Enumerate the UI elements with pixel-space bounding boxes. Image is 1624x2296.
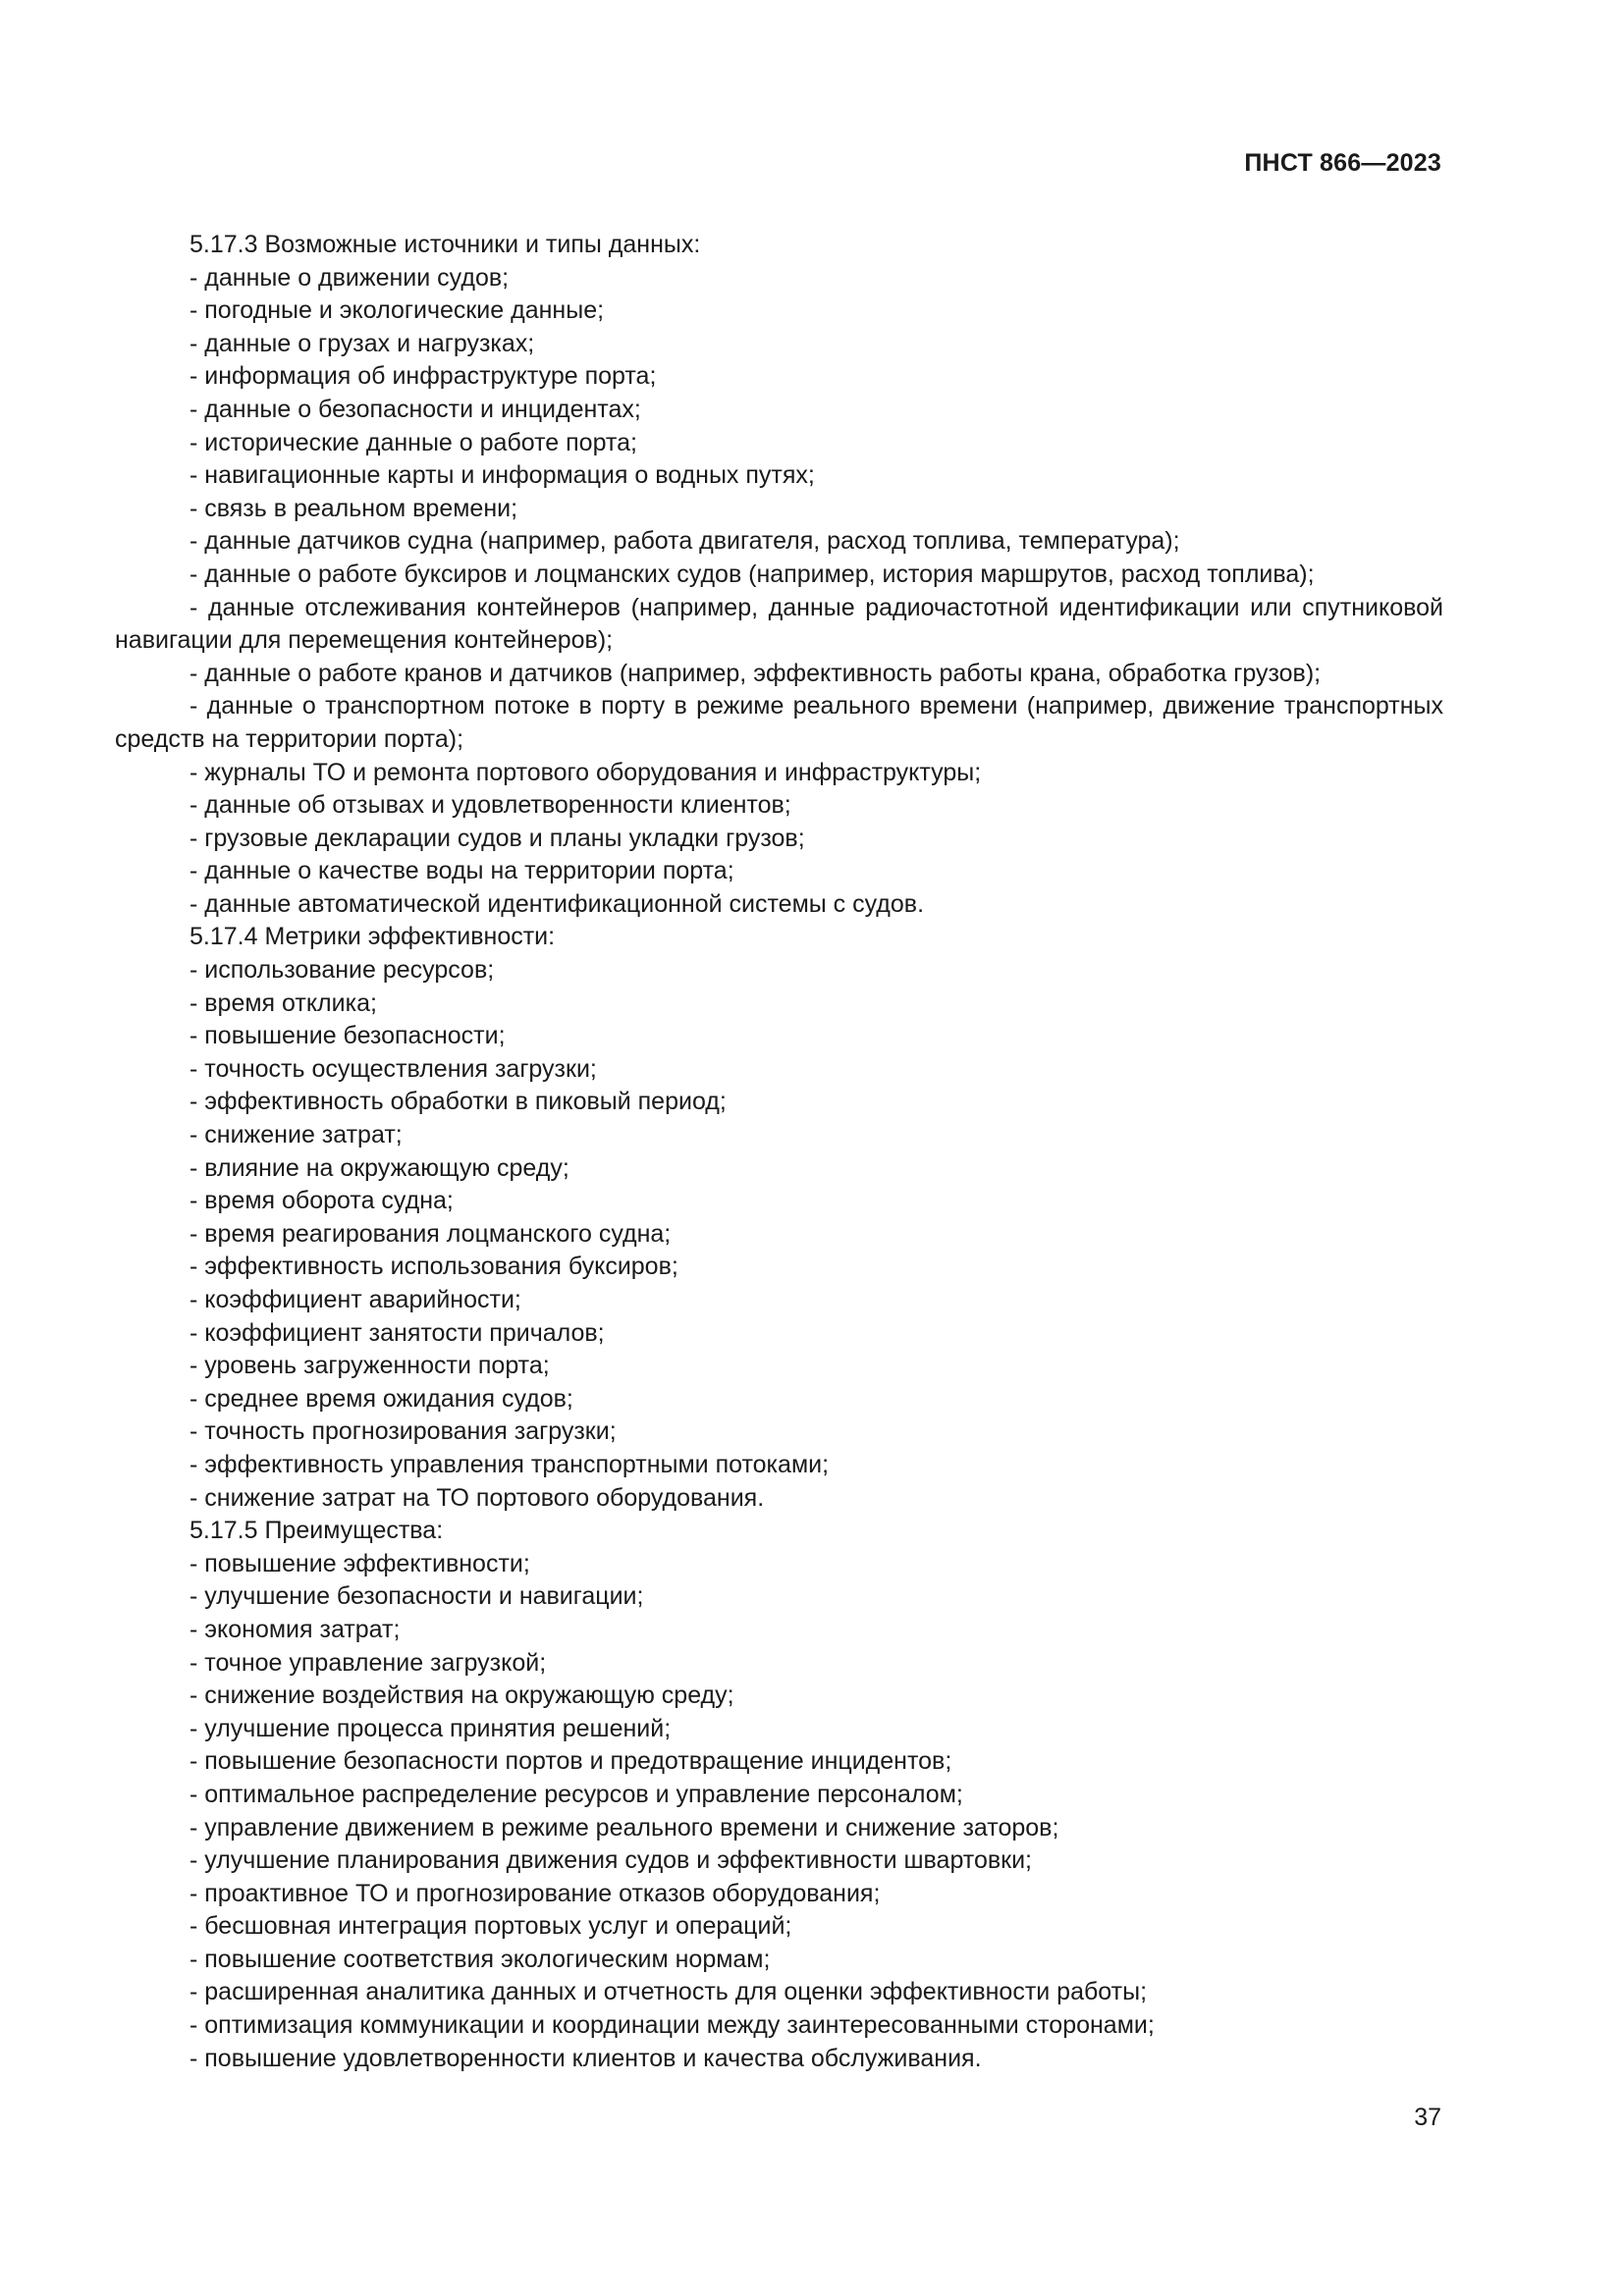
section-heading: 5.17.3 Возможные источники и типы данных: — [189, 231, 701, 258]
list-item: - экономия затрат; — [189, 1615, 401, 1643]
list-item: - точность осуществления загрузки; — [189, 1054, 597, 1083]
list-item: - улучшение процесса принятия решений; — [189, 1714, 672, 1742]
list-item: - связь в реальном времени; — [189, 494, 518, 522]
list-item: - повышение безопасности; — [189, 1022, 506, 1050]
list-item: - данные о грузах и нагрузках; — [189, 329, 535, 357]
list-item: - коэффициент занятости причалов; — [189, 1318, 605, 1347]
list-item: - эффективность использования буксиров; — [189, 1253, 678, 1281]
list-item: - данные о транспортном потоке в порту в режиме реального времени (например, движение транспортных средств на территории порта); — [115, 692, 1443, 753]
list-item: - повышение удовлетворенности клиентов и качества обслуживания. — [189, 2044, 982, 2072]
list-item: - данные о работе буксиров и лоцманских судов (например, история маршрутов, расход топлива); — [189, 560, 1315, 588]
list-item: - управление движением в режиме реального времени и снижение заторов; — [189, 1813, 1059, 1842]
list-item: - исторические данные о работе порта; — [189, 428, 637, 456]
list-item: - оптимальное распределение ресурсов и управление персоналом; — [189, 1780, 963, 1808]
list-item: - данные отслеживания контейнеров (например, данные радиочастотной идентификации или спутниковой навигации для перемещения контейнеров); — [115, 593, 1443, 655]
list-item: - точное управление загрузкой; — [189, 1648, 547, 1677]
list-item: - повышение эффективности; — [189, 1549, 530, 1577]
list-item: - информация об инфраструктуре порта; — [189, 362, 657, 391]
list-item: - данные о движении судов; — [189, 263, 510, 292]
list-item: - грузовые декларации судов и планы укладки грузов; — [189, 824, 805, 852]
list-item: - данные об отзывах и удовлетворенности клиентов; — [189, 791, 791, 820]
list-item: - данные датчиков судна (например, работа двигателя, расход топлива, температура); — [189, 527, 1180, 556]
list-item: - журналы ТО и ремонта портового оборудования и инфраструктуры; — [189, 758, 982, 786]
list-item: - влияние на окружающую среду; — [189, 1153, 569, 1182]
document-code: ПНСТ 866—2023 — [1244, 149, 1441, 177]
list-item: - улучшение планирования движения судов и эффективности швартовки; — [189, 1846, 1032, 1875]
list-item: - оптимизация коммуникации и координации между заинтересованными сторонами; — [189, 2011, 1155, 2040]
list-item: - расширенная аналитика данных и отчетность для оценки эффективности работы; — [189, 1978, 1148, 2006]
list-item: - улучшение безопасности и навигации; — [189, 1582, 644, 1611]
list-item: - снижение затрат; — [189, 1121, 403, 1149]
list-item: - эффективность обработки в пиковый период; — [189, 1088, 727, 1116]
list-item: - снижение затрат на ТО портового оборудования. — [189, 1483, 765, 1512]
list-item: - точность прогнозирования загрузки; — [189, 1417, 617, 1446]
list-item: - среднее время ожидания судов; — [189, 1384, 573, 1413]
list-item: - время реагирования лоцманского судна; — [189, 1219, 672, 1248]
list-item: - время отклика; — [189, 988, 377, 1017]
page-number: 37 — [1414, 2104, 1441, 2131]
list-item: - повышение соответствия экологическим нормам; — [189, 1945, 771, 1973]
list-item: - время оборота судна; — [189, 1187, 454, 1215]
document-body — [115, 229, 1443, 2075]
list-item: - уровень загруженности порта; — [189, 1352, 550, 1380]
list-item: - использование ресурсов; — [189, 956, 495, 985]
list-item: - навигационные карты и информация о водных путях; — [189, 461, 815, 490]
list-item: - повышение безопасности портов и предотвращение инцидентов; — [189, 1747, 952, 1776]
list-item: - бесшовная интеграция портовых услуг и операций; — [189, 1912, 792, 1941]
list-item: - эффективность управления транспортными потоками; — [189, 1450, 830, 1478]
list-item: - проактивное ТО и прогнозирование отказов оборудования; — [189, 1879, 881, 1907]
list-item: - данные о качестве воды на территории порта; — [189, 857, 734, 885]
section-heading: 5.17.5 Преимущества: — [189, 1517, 444, 1545]
list-item: - данные автоматической идентификационной системы с судов. — [189, 889, 925, 918]
list-item: - погодные и экологические данные; — [189, 296, 605, 325]
list-item: - данные о работе кранов и датчиков (например, эффективность работы крана, обработка грузов); — [189, 659, 1322, 687]
list-item: - снижение воздействия на окружающую среду; — [189, 1682, 734, 1710]
list-item: - коэффициент аварийности; — [189, 1286, 521, 1313]
list-item: - данные о безопасности и инцидентах; — [189, 395, 641, 423]
section-heading: 5.17.4 Метрики эффективности: — [189, 923, 556, 951]
